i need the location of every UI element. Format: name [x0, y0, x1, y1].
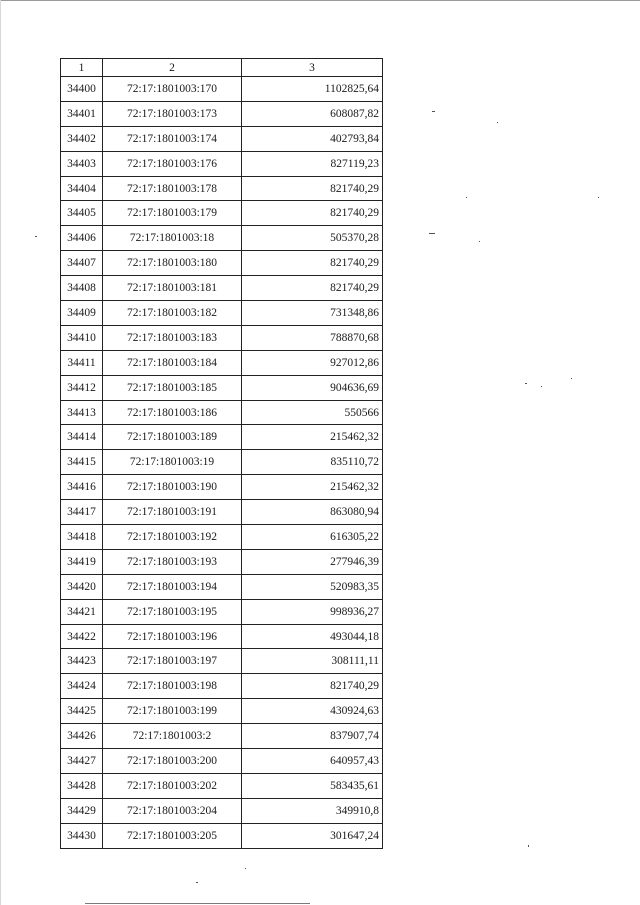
- scan-speck: [525, 383, 527, 384]
- row-number: 34408: [61, 276, 103, 301]
- cadastral-value: 731348,86: [242, 301, 383, 326]
- table-row: [61, 151, 383, 176]
- row-number: 34429: [61, 798, 103, 823]
- footer-rule: [85, 903, 310, 904]
- cadastral-number: 72:17:1801003:174: [103, 126, 242, 151]
- scan-speck: [479, 241, 480, 242]
- cadastral-value: 1102825,64: [242, 77, 383, 102]
- cadastral-number: 72:17:1801003:198: [103, 674, 242, 699]
- table-row: [61, 226, 383, 251]
- table-row: [61, 823, 383, 848]
- row-number: 34428: [61, 773, 103, 798]
- cadastral-value: 430924,63: [242, 699, 383, 724]
- cadastral-value: 215462,32: [242, 425, 383, 450]
- cadastral-number: 72:17:1801003:190: [103, 475, 242, 500]
- cadastral-number: 72:17:1801003:176: [103, 151, 242, 176]
- cadastral-number: 72:17:1801003:178: [103, 176, 242, 201]
- column-header-2: 2: [103, 59, 242, 77]
- cadastral-value: 640957,43: [242, 749, 383, 774]
- row-number: 34422: [61, 624, 103, 649]
- cadastral-value: 904636,69: [242, 375, 383, 400]
- cadastral-value: 821740,29: [242, 251, 383, 276]
- table-row: [61, 126, 383, 151]
- cadastral-value: 835110,72: [242, 450, 383, 475]
- table-row: [61, 574, 383, 599]
- cadastral-number: 72:17:1801003:200: [103, 749, 242, 774]
- cadastral-number: 72:17:1801003:170: [103, 77, 242, 102]
- cadastral-value: 927012,86: [242, 350, 383, 375]
- row-number: 34417: [61, 500, 103, 525]
- table-row: [61, 525, 383, 550]
- row-number: 34410: [61, 325, 103, 350]
- cadastral-value: 837907,74: [242, 724, 383, 749]
- cadastral-number: 72:17:1801003:183: [103, 325, 242, 350]
- table-row: [61, 375, 383, 400]
- table-row: [61, 350, 383, 375]
- table-row: [61, 201, 383, 226]
- table-row: [61, 176, 383, 201]
- cadastral-value: 788870,68: [242, 325, 383, 350]
- row-number: 34405: [61, 201, 103, 226]
- row-number: 34430: [61, 823, 103, 848]
- row-number: 34416: [61, 475, 103, 500]
- table-row: [61, 649, 383, 674]
- column-header-1: 1: [61, 59, 103, 77]
- row-number: 34426: [61, 724, 103, 749]
- row-number: 34406: [61, 226, 103, 251]
- row-number: 34400: [61, 77, 103, 102]
- cadastral-number: 72:17:1801003:186: [103, 400, 242, 425]
- cadastral-number: 72:17:1801003:195: [103, 599, 242, 624]
- cadastral-number: 72:17:1801003:196: [103, 624, 242, 649]
- scan-left-edge: [0, 0, 1, 905]
- scan-top-edge: [0, 0, 640, 1]
- cadastral-value: 493044,18: [242, 624, 383, 649]
- row-number: 34425: [61, 699, 103, 724]
- cadastral-number: 72:17:1801003:197: [103, 649, 242, 674]
- table-header: [61, 59, 383, 77]
- row-number: 34420: [61, 574, 103, 599]
- cadastral-number: 72:17:1801003:185: [103, 375, 242, 400]
- cadastral-number: 72:17:1801003:193: [103, 549, 242, 574]
- row-number: 34415: [61, 450, 103, 475]
- table-row: [61, 251, 383, 276]
- cadastral-number: 72:17:1801003:192: [103, 525, 242, 550]
- cadastral-value: 349910,8: [242, 798, 383, 823]
- cadastral-value: 505370,28: [242, 226, 383, 251]
- cadastral-number: 72:17:1801003:184: [103, 350, 242, 375]
- scan-speck: [196, 882, 198, 883]
- scan-speck: [245, 868, 246, 869]
- cadastral-value-table: [60, 58, 383, 849]
- cadastral-number: 72:17:1801003:19: [103, 450, 242, 475]
- row-number: 34414: [61, 425, 103, 450]
- row-number: 34402: [61, 126, 103, 151]
- cadastral-value: 301647,24: [242, 823, 383, 848]
- row-number: 34427: [61, 749, 103, 774]
- cadastral-value: 616305,22: [242, 525, 383, 550]
- cadastral-number: 72:17:1801003:182: [103, 301, 242, 326]
- scan-speck: [432, 111, 435, 112]
- cadastral-number: 72:17:1801003:179: [103, 201, 242, 226]
- scan-speck: [497, 122, 498, 123]
- cadastral-value: 608087,82: [242, 101, 383, 126]
- table-row: [61, 425, 383, 450]
- cadastral-number: 72:17:1801003:205: [103, 823, 242, 848]
- row-number: 34418: [61, 525, 103, 550]
- scan-speck: [541, 386, 542, 387]
- scan-speck: [528, 845, 529, 847]
- table-row: [61, 450, 383, 475]
- cadastral-number: 72:17:1801003:191: [103, 500, 242, 525]
- scan-speck: [35, 236, 37, 237]
- row-number: 34407: [61, 251, 103, 276]
- cadastral-value: 821740,29: [242, 276, 383, 301]
- cadastral-value: 277946,39: [242, 549, 383, 574]
- table-row: [61, 599, 383, 624]
- cadastral-number: 72:17:1801003:189: [103, 425, 242, 450]
- column-header-3: 3: [242, 59, 383, 77]
- cadastral-value: 215462,32: [242, 475, 383, 500]
- cadastral-number: 72:17:1801003:180: [103, 251, 242, 276]
- table-row: [61, 475, 383, 500]
- table-row: [61, 798, 383, 823]
- table-row: [61, 500, 383, 525]
- cadastral-number: 72:17:1801003:204: [103, 798, 242, 823]
- cadastral-value: 402793,84: [242, 126, 383, 151]
- scan-speck: [429, 233, 435, 234]
- scan-speck: [466, 197, 467, 198]
- row-number: 34419: [61, 549, 103, 574]
- table-row: [61, 773, 383, 798]
- cadastral-value: 827119,23: [242, 151, 383, 176]
- table-row: [61, 101, 383, 126]
- row-number: 34403: [61, 151, 103, 176]
- row-number: 34412: [61, 375, 103, 400]
- table-row: [61, 276, 383, 301]
- row-number: 34404: [61, 176, 103, 201]
- cadastral-value: 821740,29: [242, 201, 383, 226]
- table-row: [61, 549, 383, 574]
- table-row: [61, 674, 383, 699]
- scan-speck: [598, 197, 599, 198]
- cadastral-number: 72:17:1801003:18: [103, 226, 242, 251]
- cadastral-value: 998936,27: [242, 599, 383, 624]
- row-number: 34423: [61, 649, 103, 674]
- cadastral-number: 72:17:1801003:181: [103, 276, 242, 301]
- row-number: 34421: [61, 599, 103, 624]
- table-row: [61, 325, 383, 350]
- scan-speck: [571, 378, 572, 379]
- cadastral-value: 863080,94: [242, 500, 383, 525]
- cadastral-number: 72:17:1801003:202: [103, 773, 242, 798]
- table-body: [61, 77, 383, 849]
- cadastral-number: 72:17:1801003:173: [103, 101, 242, 126]
- row-number: 34401: [61, 101, 103, 126]
- cadastral-value: 550566: [242, 400, 383, 425]
- cadastral-value: 520983,35: [242, 574, 383, 599]
- table-row: [61, 724, 383, 749]
- table-row: [61, 400, 383, 425]
- cadastral-value: 821740,29: [242, 674, 383, 699]
- table-row: [61, 624, 383, 649]
- row-number: 34409: [61, 301, 103, 326]
- table-row: [61, 749, 383, 774]
- row-number: 34424: [61, 674, 103, 699]
- cadastral-number: 72:17:1801003:199: [103, 699, 242, 724]
- cadastral-number: 72:17:1801003:194: [103, 574, 242, 599]
- cadastral-value: 583435,61: [242, 773, 383, 798]
- table-row: [61, 77, 383, 102]
- cadastral-value: 821740,29: [242, 176, 383, 201]
- row-number: 34411: [61, 350, 103, 375]
- cadastral-number: 72:17:1801003:2: [103, 724, 242, 749]
- table-row: [61, 301, 383, 326]
- header-row: [61, 59, 383, 77]
- cadastral-value: 308111,11: [242, 649, 383, 674]
- table-row: [61, 699, 383, 724]
- row-number: 34413: [61, 400, 103, 425]
